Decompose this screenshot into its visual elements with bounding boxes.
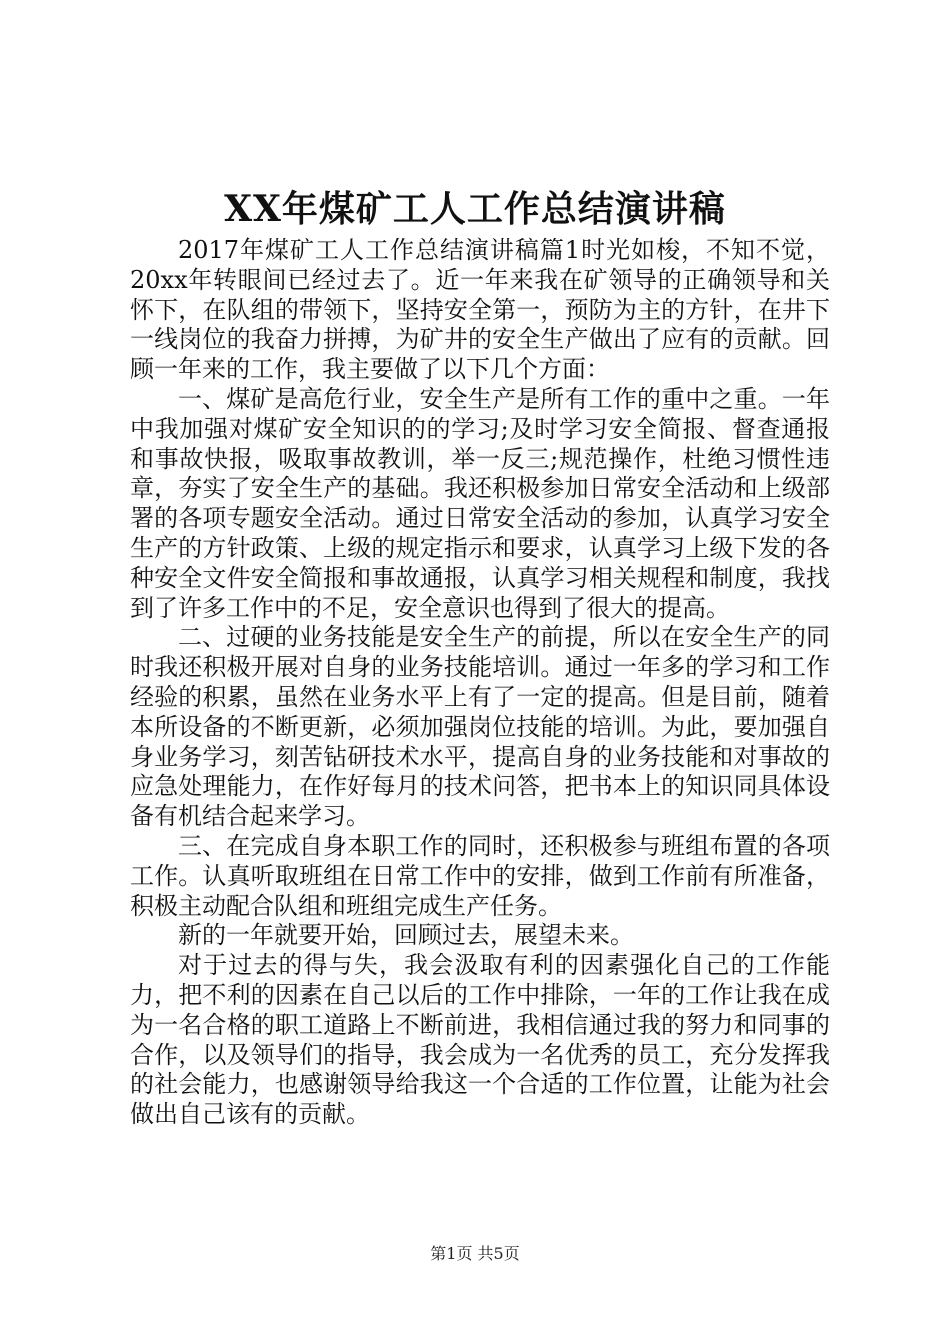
document-title: XX年煤矿工人工作总结演讲稿 bbox=[224, 188, 726, 230]
paragraph-section-three: 三、在完成自身本职工作的同时，还积极参与班组布置的各项工作。认真听取班组在日常工作中的安排，做到工作前有所准备，积极主动配合队组和班组完成生产任务。 bbox=[130, 831, 830, 920]
document-body bbox=[130, 236, 830, 1130]
paragraph-section-two: 二、过硬的业务技能是安全生产的前提，所以在安全生产的同时我还积极开展对自身的业务技能培训。通过一年多的学习和工作经验的积累，虽然在业务水平上有了一定的提高。但是目前，随着本所设备的不断更新，必须加强岗位技能的培训。为此，要加强自身业务学习，刻苦钻研技术水平，提高自身的业务技能和对事故的应急处理能力，在作好每月的技术问答，把书本上的知识同具体设备有机结合起来学习。 bbox=[130, 623, 830, 831]
paragraph-intro: 2017年煤矿工人工作总结演讲稿篇1时光如梭，不知不觉，20xx年转眼间已经过去了。近一年来我在矿领导的正确领导和关怀下，在队组的带领下，坚持安全第一，预防为主的方针，在井下一线岗位的我奋力拼搏，为矿井的安全生产做出了应有的贡献。回顾一年来的工作，我主要做了以下几个方面： bbox=[130, 236, 830, 384]
paragraph-new-year: 新的一年就要开始，回顾过去，展望未来。 bbox=[178, 921, 634, 950]
paragraph-section-one: 一、煤矿是高危行业，安全生产是所有工作的重中之重。一年中我加强对煤矿安全知识的的学习;及时学习安全简报、督查通报和事故快报，吸取事故教训，举一反三;规范操作，杜绝习惯性违章，夯实了安全生产的基础。我还积极参加日常安全活动和上级部署的各项专题安全活动。通过日常安全活动的参加，认真学习安全生产的方针政策、上级的规定指示和要求，认真学习上级下发的各种安全文件安全简报和事故通报，认真学习相关规程和制度，我找到了许多工作中的不足，安全意识也得到了很大的提高。 bbox=[130, 384, 830, 622]
page-number-footer: 第1页 共5页 bbox=[430, 1244, 520, 1263]
paragraph-closing: 对于过去的得与失，我会汲取有利的因素强化自己的工作能力，把不利的因素在自己以后的工作中排除，一年的工作让我在成为一名合格的职工道路上不断前进，我相信通过我的努力和同事的合作，以及领导们的指导，我会成为一名优秀的员工，充分发挥我的社会能力，也感谢领导给我这一个合适的工作位置，让能为社会做出自己该有的贡献。 bbox=[130, 951, 830, 1129]
